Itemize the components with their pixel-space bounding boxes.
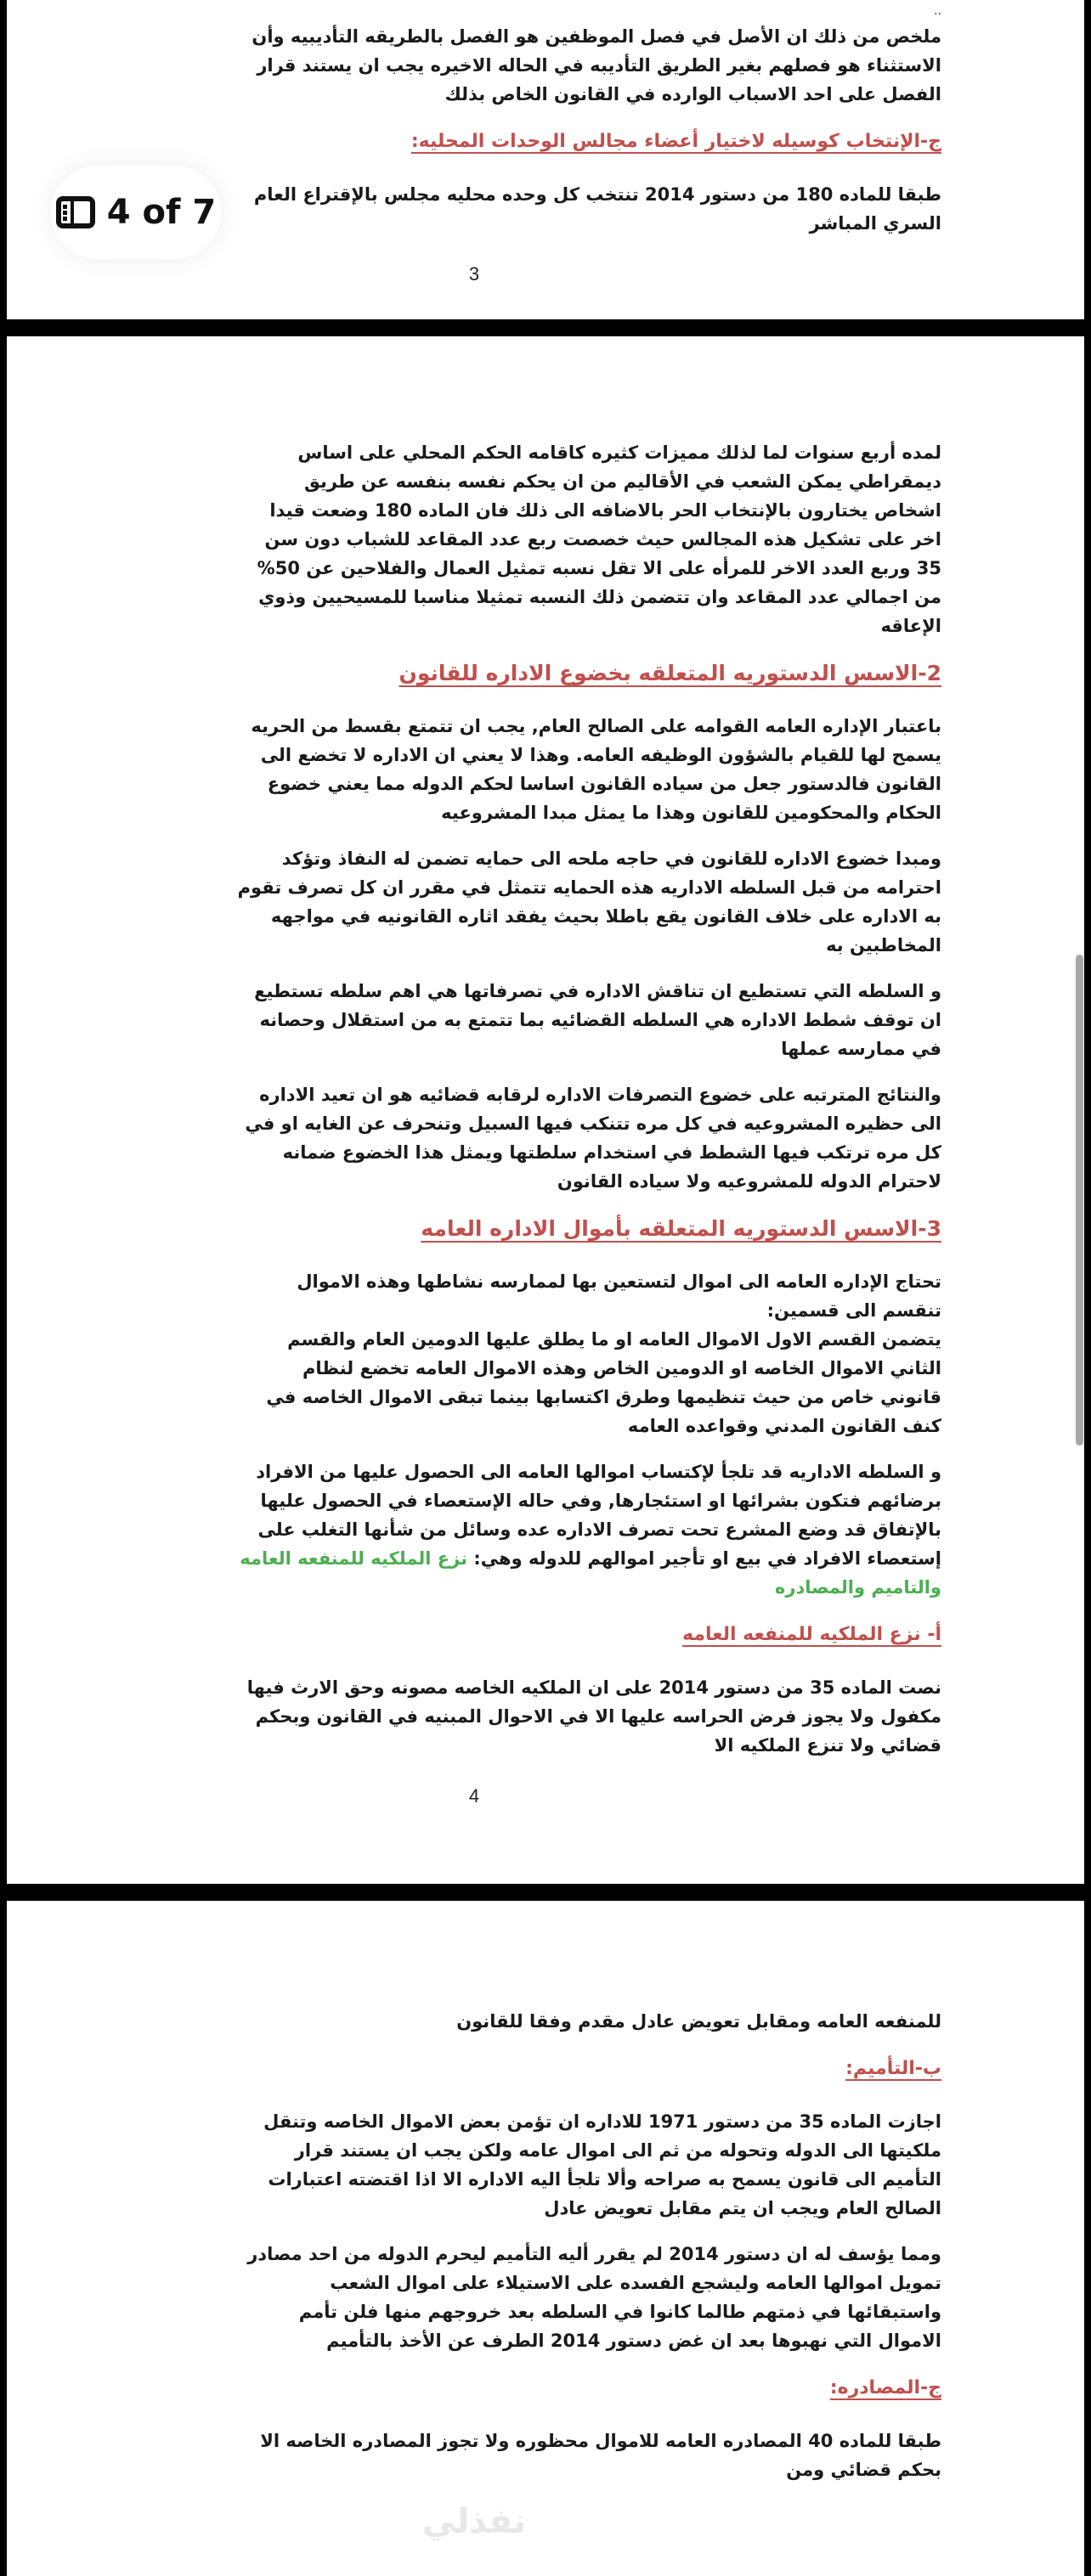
paragraph: و السلطه التي تستطيع ان تناقش الاداره في تصرفاتها هي اهم سلطه تستطيع ان توقف شطط الاداره هي السلطه القضائيه بما تتمتع به من استقلال وحصانه في ممارسه عملها [254, 981, 941, 1059]
section-heading: 2-الاسس الدستوريه المتعلقه بخضوع الاداره للقانون [399, 661, 941, 685]
section-heading: ب-التأميم: [845, 2058, 941, 2079]
page-top-fragment: .. [934, 4, 941, 18]
page-column [236, 3, 941, 238]
paragraph [236, 1457, 941, 1602]
paragraph: طبقا للماده 180 من دستور 2014 تنتخب كل وحده محليه مجلس بالإقتراع العام السري المباشر [253, 184, 941, 234]
vertical-scrollbar[interactable] [1076, 955, 1083, 1446]
document-page-3 [7, 0, 1084, 319]
paragraph: ملخص من ذلك ان الأصل في فصل الموظفين هو الفصل بالطريقه التأديبيه وأن الاستثناء هو فصلهم بغير الطريق التأديبه في الحاله الاخيره يجب ان يستند قرار الفصل على احد الاسباب الوارده في القانون الخاص بذلك [252, 26, 941, 104]
page-column [236, 438, 941, 1760]
paragraph: اجازت الماده 35 من دستور 1971 للاداره ان تؤمن بعض الاموال الخاصه وتنقل ملكيتها الى الدوله وتحوله من ثم الى اموال عامه ولكن يجب ان يستند قرار التأميم الى قانون يسمح به صراحه وألا تلجأ اليه الاداره الا اذا اقتضته اعتبارات الصالح العام ويجب ان يتم مقابل تعويض عادل [263, 2111, 941, 2218]
page-indicator-label: 4 of 7 [106, 193, 217, 232]
paragraph-line: يتضمن القسم الاول الاموال العامه او ما يطلق عليها الدومين العام والقسم الثاني الاموال الخاصه او الدومين الخاص وهذه الاموال العامه تخضع لنظام قانوني خاص من حيث تنظيمها وطرق اكتسابها بينما تبقى الاموال الخاصه في كنف القانون المدني وقواعده العامه [266, 1329, 941, 1436]
paragraph: ومبدا خضوع الاداره للقانون في حاجه ملحه الى حمايه تضمن له النفاذ وتؤكد احترامه من قبل السلطه الاداريه هذه الحمايه تتمثل في مقرر ان كل تصرف تقوم به الاداره على خلاف القانون يقع باطلا بحيث يفقد اثاره القانونيه في مواجهه المخاطبين به [237, 848, 941, 955]
paragraph: طبقا للماده 40 المصادره العامه للاموال محظوره ولا تجوز المصادره الخاصه الا بحكم قضائي ومن [260, 2431, 941, 2480]
page-indicator[interactable] [51, 166, 221, 259]
paragraph: لمده أربع سنوات لما لذلك مميزات كثيره كاقامه الحكم المحلي على اساس ديمقراطي يمكن الشعب في الأقاليم من ان يحكم نفسه بنفسه عن طريق اشخاص يختارون بالإنتخاب الحر بالاضافه الى ذلك فان الماده 180 وضعت قيدا اخر على تشكيل هذه المجالس حيث خصصت ربع عدد المقاعد للشباب دون سن 35 وربع العدد الاخر للمرأه على الا تقل نسبه تمثيل العمال والفلاحين عن 50% من اجمالي عدد المقاعد وان تتضمن ذلك النسبه تمثيلا مناسبا للمسيحيين وذوي الإعاقه [257, 442, 941, 636]
page-number: 3 [468, 263, 480, 285]
highlighted-text: نزع الملكيه للمنفعه العامه والتاميم والمصادره [240, 1548, 941, 1598]
page-number: 4 [468, 1785, 480, 1807]
sidebar-thumbnails-icon [56, 196, 95, 228]
paragraph: والنتائج المترتبه على خضوع التصرفات الاداره لرقابه قضائيه هو ان تعيد الاداره الى حظيره المشروعيه في كل مره تتنكب فيها السبيل وتنحرف عن الغايه او في كل مره ترتكب فيها الشطط في استخدام سلطتها ويمثل هذا الخضوع ضمانه لاحترام الدوله للمشروعيه ولا سياده القانون [245, 1085, 941, 1192]
section-heading: ج-المصادره: [829, 2377, 941, 2398]
watermark-logo: نفذلي [421, 2502, 527, 2541]
paragraph: للمنفعه العامه ومقابل تعويض عادل مقدم وفقا للقانون [456, 2011, 941, 2032]
document-page-5 [7, 1901, 1084, 2576]
paragraph [236, 1267, 941, 1440]
paragraph: نصت الماده 35 من دستور 2014 على ان الملكيه الخاصه مصونه وحق الارث فيها مكفول ولا يجوز فرض الحراسه عليها الا في الاحوال المبنيه في القانون وبحكم قضائي ولا تنزع الملكيه الا [246, 1677, 941, 1756]
paragraph-text: و السلطه الاداريه قد تلجأ لإكتساب اموالها العامه الى الحصول عليها من الافراد برضائهم فتكون بشرائها او استئجارها, وفي حاله الإستعصاء في الحصول عليها بالإتفاق قد وضع المشرع تحت تصرف الاداره عده وسائل من شأنها التغلب على إستعصاء الافراد في بيع او تأجير اموالهم للدوله وهي: [256, 1462, 941, 1569]
paragraph: ومما يؤسف له ان دستور 2014 لم يقرر أليه التأميم ليحرم الدوله من احد مصادر تمويل اموالها العامه وليشجع الفسده على الاستيلاء على اموال الشعب واستبقائها في ذمتهم طالما كانوا في السلطه بعد خروجهم منها فلن تأمم الاموال التي نهبوها بعد ان غض دستور 2014 الطرف عن الأخذ بالتأميم [247, 2244, 941, 2351]
section-heading: ج-الإنتخاب كوسيله لاختيار أعضاء مجالس الوحدات المحليه: [410, 131, 941, 152]
page-column [236, 2007, 941, 2484]
paragraph: باعتبار الإداره العامه القوامه على الصالح العام, يجب ان تتمتع بقسط من الحريه يسمح لها للقيام بالشؤون الوظيفه العامه. وهذا لا يعني ان الاداره لا تخضع الى القانون فالدستور جعل من سياده القانون اساسا لحكم الدوله مما يعني خضوع الحكام والمحكومين للقانون وهذا ما يمثل مبدا المشروعيه [251, 716, 941, 823]
section-heading: أ- نزع الملكيه للمنفعه العامه [682, 1624, 941, 1645]
paragraph-line: تحتاج الإداره العامه الى اموال لتستعين بها لممارسه نشاطها وهذه الاموال تنقسم الى قسمين: [297, 1271, 941, 1321]
document-page-4 [7, 336, 1084, 1884]
section-heading: 3-الاسس الدستوريه المتعلقه بأموال الاداره العامه [421, 1216, 941, 1241]
